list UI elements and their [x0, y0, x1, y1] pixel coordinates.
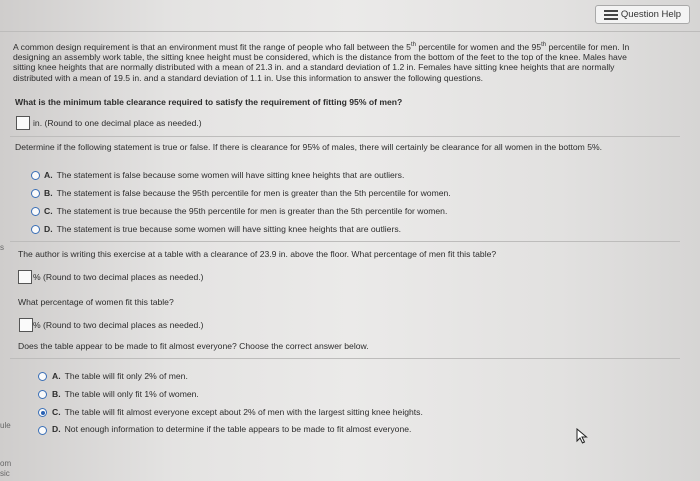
q5-option-b-radio[interactable] — [38, 390, 47, 399]
question-help-label: Question Help — [620, 9, 682, 20]
q5-option-a-radio[interactable] — [38, 372, 47, 381]
q2-option-d-radio[interactable] — [31, 225, 40, 234]
q2-prompt: Determine if the following statement is true or false. If there is clearance for 95% of males, there will certainly be clearance for all women in the bottom 5%. — [15, 142, 603, 152]
intro-line-4: distributed with a mean of 19.5 in. and a standard deviation of 1.1 in. Use this information to answer the following questions. — [13, 72, 484, 83]
q5-option-c[interactable]: C. The table will fit almost everyone except about 2% of men with the largest sitting knee heights. — [52, 407, 423, 417]
q5-option-a[interactable]: A. The table will fit only 2% of men. — [52, 371, 188, 381]
q4-prompt: What percentage of women fit this table? — [18, 297, 174, 307]
left-edge-label-2: ule — [0, 421, 11, 430]
q2-option-b-radio[interactable] — [31, 189, 40, 198]
question-help-button[interactable] — [595, 5, 690, 24]
intro-line-3: sitting knee heights that are normally distributed with a mean of 21.3 in. and a standard deviation of 1.2 in. Females have sitting knee heights that are normally — [13, 62, 615, 73]
q4-hint: % (Round to two decimal places as needed.) — [33, 320, 204, 330]
list-icon — [604, 10, 618, 20]
q1-answer-input[interactable] — [16, 116, 30, 130]
q1-divider — [10, 136, 680, 137]
header-divider — [0, 31, 700, 32]
q2-option-c[interactable]: C. The statement is true because the 95th percentile for men is greater than the 5th percentile for women. — [44, 206, 448, 216]
q1-unit-hint: in. (Round to one decimal place as needed.) — [33, 118, 202, 128]
q5-option-c-radio[interactable] — [38, 408, 47, 417]
q2-option-a[interactable]: A. The statement is false because some women will have sitting knee heights that are outliers. — [44, 170, 405, 180]
left-edge-label-4: sic — [0, 469, 10, 478]
left-edge-label-1: s — [0, 243, 4, 252]
mouse-cursor-icon — [576, 428, 588, 444]
q1-prompt: What is the minimum table clearance required to satisfy the requirement of fitting 95% of men? — [15, 97, 403, 107]
q4-answer-input[interactable] — [19, 318, 33, 332]
intro-line-2: designing an assembly work table, the sitting knee height must be considered, which is the distance from the bottom of the feet to the top of the knee. Males have — [13, 52, 627, 63]
q2-option-d[interactable]: D. The statement is true because some women will have sitting knee heights that are outliers. — [44, 224, 401, 234]
intro-line-1: A common design requirement is that an environment must fit the range of people who fall between the 5th percentile for women and the 95th percentile for men. In — [13, 41, 630, 52]
q3-prompt: The author is writing this exercise at a table with a clearance of 23.9 in. above the floor. What percentage of men fit this table? — [18, 249, 497, 259]
q2-option-c-radio[interactable] — [31, 207, 40, 216]
q2-option-b[interactable]: B. The statement is false because the 95th percentile for men is greater than the 5th percentile for women. — [44, 188, 451, 198]
problem-statement — [13, 40, 685, 83]
q5-prompt: Does the table appear to be made to fit almost everyone? Choose the correct answer below. — [18, 341, 369, 351]
q5-option-d[interactable]: D. Not enough information to determine if the table appears to be made to fit almost everyone. — [52, 424, 412, 434]
q5-option-d-radio[interactable] — [38, 426, 47, 435]
q3-answer-input[interactable] — [18, 270, 32, 284]
q2-option-a-radio[interactable] — [31, 171, 40, 180]
q5-option-b[interactable]: B. The table will only fit 1% of women. — [52, 389, 199, 399]
left-edge-label-3: om — [0, 459, 12, 468]
q5-divider — [10, 358, 680, 359]
q2-divider — [10, 241, 680, 242]
q3-hint: % (Round to two decimal places as needed.) — [33, 272, 204, 282]
